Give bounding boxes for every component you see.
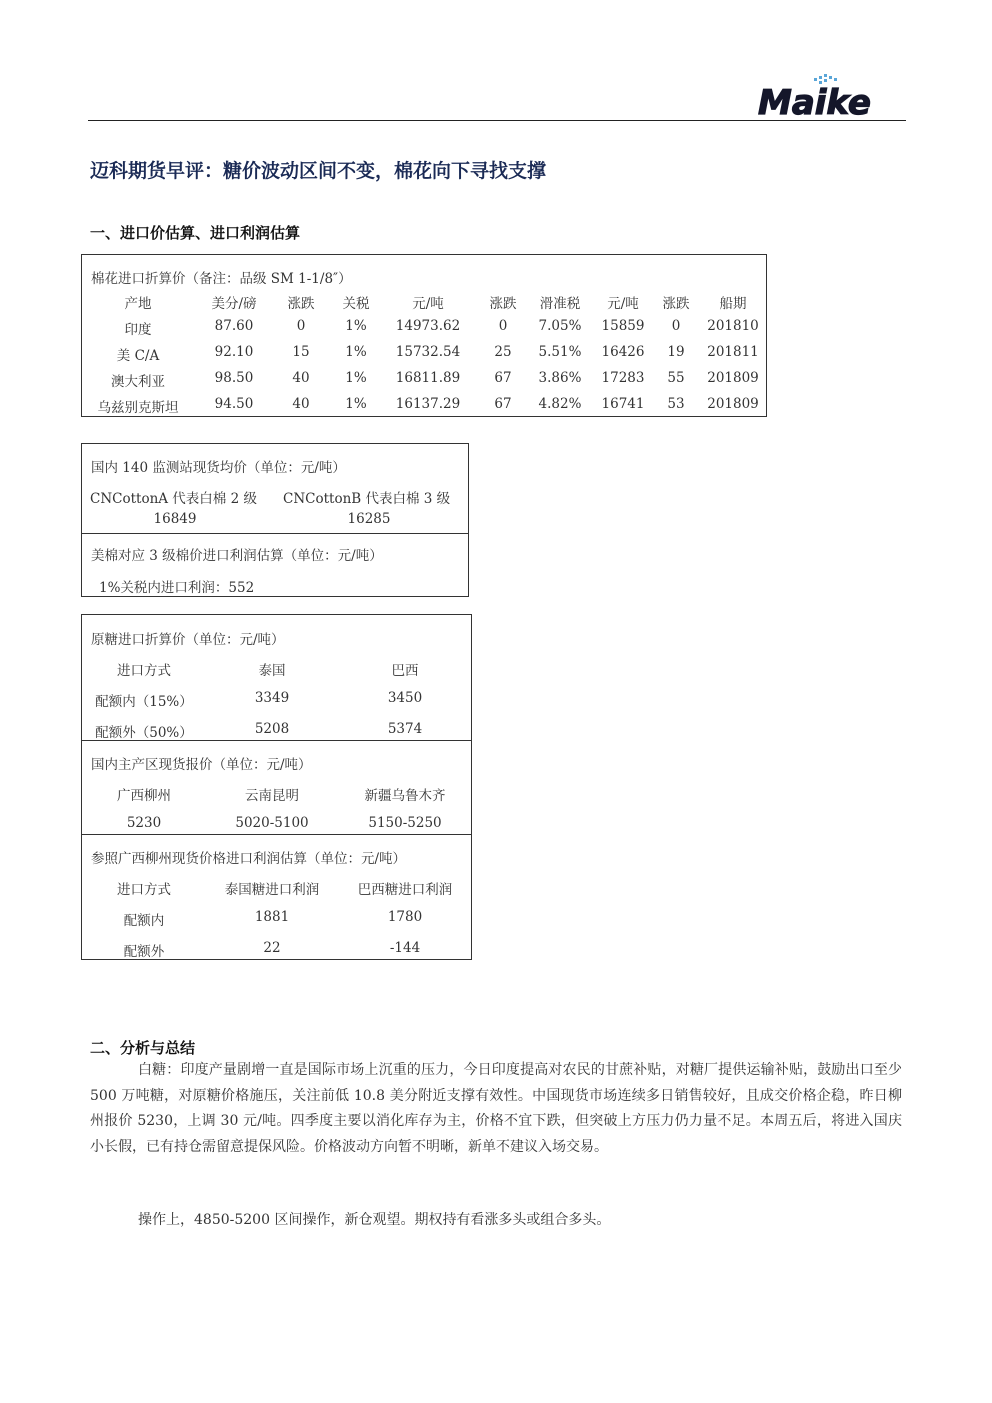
cell-cents-per-lb: 92.10 xyxy=(214,344,254,360)
cell-tariff: 1% xyxy=(345,396,367,412)
cell-change: 40 xyxy=(292,370,310,386)
cell-yuan-per-ton: 16741 xyxy=(601,396,645,412)
cotton-domestic-caption: 国内 140 监测站现货均价（单位：元/吨） xyxy=(91,460,346,476)
cell-shipment: 201809 xyxy=(707,396,759,412)
cncotton-a-label: CNCottonA 代表白棉 2 级 xyxy=(90,491,257,507)
table-divider xyxy=(82,533,468,534)
header-cents-per-lb: 美分/磅 xyxy=(211,296,257,312)
cotton-import-table xyxy=(81,254,767,417)
cell-sliding-tax: 7.05% xyxy=(538,318,582,334)
header-brazil: 巴西 xyxy=(391,663,419,679)
cell-import-method: 配额内 xyxy=(123,913,165,929)
cell-shipment: 201811 xyxy=(707,344,759,360)
cotton-domestic-table xyxy=(81,443,469,597)
cell-yuan-per-ton: 14973.62 xyxy=(395,318,461,334)
table-divider xyxy=(82,740,471,741)
cell-thailand-profit: 1881 xyxy=(254,909,290,925)
cell-shipment: 201809 xyxy=(707,370,759,386)
cell-cents-per-lb: 87.60 xyxy=(214,318,254,334)
cncotton-a-value: 16849 xyxy=(153,511,197,527)
header-yuan-per-ton: 元/吨 xyxy=(412,296,444,312)
header-origin: 产地 xyxy=(124,296,152,312)
cell-brazil-profit: -144 xyxy=(389,940,421,956)
cell-yuan-per-ton: 15732.54 xyxy=(395,344,461,360)
cell-origin: 印度 xyxy=(124,322,152,338)
cell-sliding-tax: 4.82% xyxy=(538,396,582,412)
header-thailand: 泰国 xyxy=(258,663,286,679)
cell-brazil-profit: 1780 xyxy=(387,909,423,925)
cell-tariff: 1% xyxy=(345,370,367,386)
cell-yuan-per-ton: 15859 xyxy=(601,318,645,334)
cell-brazil: 5374 xyxy=(387,721,423,737)
logo-text: Maike xyxy=(758,83,871,120)
cell-import-method: 配额外（50%） xyxy=(95,725,193,741)
header-brazil-profit: 巴西糖进口利润 xyxy=(357,882,453,898)
header-change: 涨跌 xyxy=(489,296,517,312)
cell-change: 53 xyxy=(667,396,685,412)
cell-change: 67 xyxy=(494,370,512,386)
cell-sliding-tax: 5.51% xyxy=(538,344,582,360)
header-xinjiang-urumqi: 新疆乌鲁木齐 xyxy=(364,788,446,804)
cell-tariff: 1% xyxy=(345,344,367,360)
header-guangxi-liuzhou: 广西柳州 xyxy=(117,788,171,804)
header-yuan-per-ton: 元/吨 xyxy=(607,296,639,312)
cell-thailand: 3349 xyxy=(254,690,290,706)
cncotton-b-value: 16285 xyxy=(347,511,391,527)
cell-shipment: 201810 xyxy=(707,318,759,334)
header-change: 涨跌 xyxy=(287,296,315,312)
analysis-paragraph-operation: 操作上，4850-5200 区间操作，新仓观望。期权持有看涨多头或组合多头。 xyxy=(138,1212,611,1228)
cncotton-b-label: CNCottonB 代表白棉 3 级 xyxy=(283,491,451,507)
sugar-spot-caption: 国内主产区现货报价（单位：元/吨） xyxy=(91,757,312,773)
cell-change: 19 xyxy=(667,344,685,360)
header-change: 涨跌 xyxy=(662,296,690,312)
cell-change: 0 xyxy=(671,318,681,334)
cell-guangxi-liuzhou: 5230 xyxy=(126,815,162,831)
cell-origin: 乌兹别克斯坦 xyxy=(97,400,179,416)
header-yunnan-kunming: 云南昆明 xyxy=(245,788,299,804)
cell-import-method: 配额外 xyxy=(123,944,165,960)
section1-heading: 一、进口价估算、进口利润估算 xyxy=(90,224,301,242)
header-shipment: 船期 xyxy=(719,296,747,312)
cell-tariff: 1% xyxy=(345,318,367,334)
cell-change: 55 xyxy=(667,370,685,386)
cell-yuan-per-ton: 16137.29 xyxy=(395,396,461,412)
document-title: 迈科期货早评：糖价波动区间不变，棉花向下寻找支撑 xyxy=(90,160,547,182)
cell-sliding-tax: 3.86% xyxy=(538,370,582,386)
cotton-import-caption: 棉花进口折算价（备注：品级 SM 1-1/8″） xyxy=(91,271,352,287)
header-thailand-profit: 泰国糖进口利润 xyxy=(224,882,320,898)
cell-xinjiang-urumqi: 5150-5250 xyxy=(368,815,442,831)
cell-change: 25 xyxy=(494,344,512,360)
cell-yuan-per-ton: 16426 xyxy=(601,344,645,360)
cell-cents-per-lb: 98.50 xyxy=(214,370,254,386)
maike-logo xyxy=(756,72,896,120)
cotton-profit-caption: 美棉对应 3 级棉价进口利润估算（单位：元/吨） xyxy=(91,548,383,564)
cell-change: 0 xyxy=(296,318,306,334)
cell-cents-per-lb: 94.50 xyxy=(214,396,254,412)
cell-change: 40 xyxy=(292,396,310,412)
sugar-import-caption: 原糖进口折算价（单位：元/吨） xyxy=(91,632,285,648)
cell-import-method: 配额内（15%） xyxy=(95,694,193,710)
cell-origin: 美 C/A xyxy=(116,348,160,364)
cell-yuan-per-ton: 17283 xyxy=(601,370,645,386)
sugar-tables xyxy=(81,614,472,960)
header-import-method: 进口方式 xyxy=(117,663,171,679)
header-tariff: 关税 xyxy=(342,296,370,312)
header-import-method: 进口方式 xyxy=(117,882,171,898)
table-divider xyxy=(82,834,471,835)
cell-thailand-profit: 22 xyxy=(263,940,281,956)
cell-yuan-per-ton: 16811.89 xyxy=(395,370,461,386)
cotton-profit-text: 1%关税内进口利润：552 xyxy=(99,580,255,596)
cell-brazil: 3450 xyxy=(387,690,423,706)
header-sliding-tax: 滑准税 xyxy=(539,296,581,312)
section2-heading: 二、分析与总结 xyxy=(90,1039,196,1057)
sugar-profit-caption: 参照广西柳州现货价格进口利润估算（单位：元/吨） xyxy=(91,851,407,867)
cell-origin: 澳大利亚 xyxy=(111,374,165,390)
cell-change: 0 xyxy=(498,318,508,334)
cell-change: 67 xyxy=(494,396,512,412)
analysis-paragraph-sugar: 白糖：印度产量剧增一直是国际市场上沉重的压力，今日印度提高对农民的甘蔗补贴，对糖厂提供运输补贴，鼓励出口至少 500 万吨糖，对原糖价格施压，关注前低 10.8 美分附近支撑有效性。中国现货市场连续多日销售较好，且成交价格企稳，昨日柳州报价 5230，上调 30 元/吨。四季度主要以消化库存为主，价格不宜下跌，但突破上方压力仍力量不足。本周五后，将进入国庆小长假，已有持仓需留意提保风险。价格波动方向暂不明晰，新单不建议入场交易。 xyxy=(90,1062,902,1155)
cell-change: 15 xyxy=(292,344,310,360)
cell-yunnan-kunming: 5020-5100 xyxy=(235,815,309,831)
cell-thailand: 5208 xyxy=(254,721,290,737)
header-rule xyxy=(88,120,906,121)
